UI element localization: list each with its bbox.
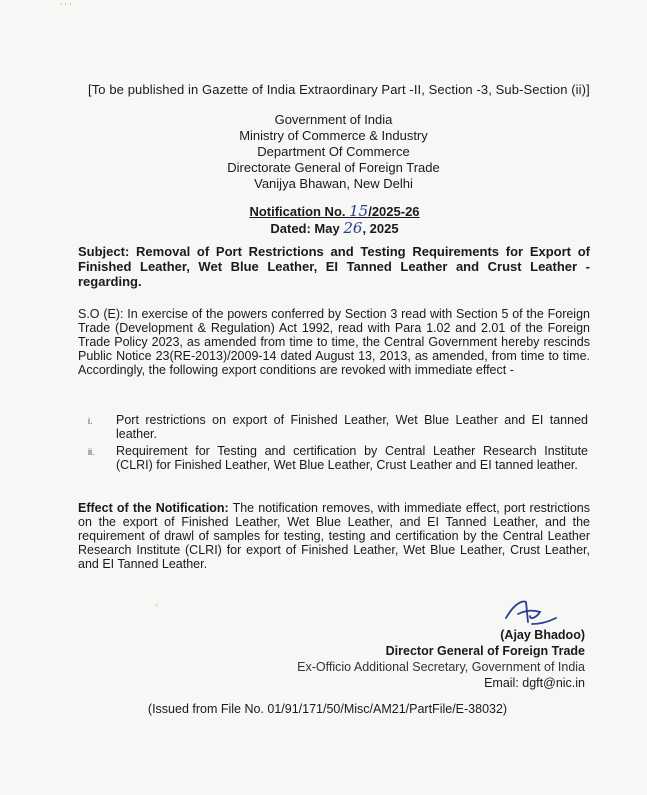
list-item — [88, 413, 588, 441]
header-line: Directorate General of Foreign Trade — [227, 160, 440, 175]
header-line: Government of India — [274, 112, 393, 127]
revoked-conditions-list — [88, 413, 588, 475]
notification-date — [22, 220, 647, 237]
signatory-ex-officio: Ex-Officio Additional Secretary, Government of India — [297, 660, 585, 674]
list-item — [88, 444, 588, 472]
list-item-number: i. — [88, 416, 93, 426]
list-item-text: Port restrictions on export of Finished Leather, Wet Blue Leather and EI tanned leather. — [116, 413, 588, 441]
notification-number — [22, 203, 647, 220]
header-line: Vanijya Bhawan, New Delhi — [254, 176, 413, 191]
date-prefix: Dated: May — [270, 221, 340, 236]
list-item-text: Requirement for Testing and certification by Central Leather Research Institute (CLRI) for Finished Leather, Wet Blue Leather, Crust Leather and EI tanned leather. — [116, 444, 588, 472]
handwritten-number: 15 — [349, 202, 369, 220]
signatory-name: (Ajay Bhadoo) — [500, 628, 585, 642]
effect-paragraph — [78, 501, 590, 571]
signatory-block — [297, 627, 585, 691]
list-item-number: ii. — [88, 447, 95, 457]
header-line: Department Of Commerce — [257, 144, 410, 159]
notification-prefix: Notification No. — [249, 204, 346, 219]
subject-paragraph: Subject: Removal of Port Restrictions and Testing Requirements for Export of Finished Leather, Wet Blue Leather, EI Tanned Leather and Crust Leather - regarding. — [78, 244, 590, 289]
date-year: , 2025 — [362, 221, 399, 236]
scan-mark: - — [155, 600, 159, 611]
file-reference: (Issued from File No. 01/91/171/50/Misc/AM21/PartFile/E-38032) — [147, 702, 508, 716]
header-line: Ministry of Commerce & Industry — [239, 128, 428, 143]
gazette-line: [To be published in Gazette of India Extraordinary Part -II, Section -3, Sub-Section (ii)] — [88, 82, 590, 97]
signatory-email: Email: dgft@nic.in — [484, 676, 585, 690]
issuing-authority-header — [0, 112, 647, 192]
notification-block — [0, 203, 647, 237]
notification-suffix: /2025-26 — [368, 204, 420, 219]
body-paragraph: S.O (E): In exercise of the powers conferred by Section 3 read with Section 5 of the Foreign Trade (Development & Regulation) Act 1992, read with Para 1.02 and 2.01 of the Foreign Trade Policy 2023, as amended from time to time, the Central Government hereby rescinds Public Notice 23(RE-2013)/2009-14 dated August 13, 2013, as amended, from time to time. Accordingly, the following export conditions are revoked with immediate effect - — [78, 307, 590, 377]
effect-text: The notification removes, with immediate effect, port restrictions on the export of Finished Leather, Wet Blue Leather, and EI Tanned Leather, and the requirement of drawl of samples for testing, testing and certification by the Central Leather Research Institute (CLRI) for export of Finished Leather, Wet Blue Leather, Crust Leather, and EI Tanned Leather. — [78, 501, 590, 571]
effect-label: Effect of the Notification: — [78, 501, 229, 515]
handwritten-day: 26 — [343, 219, 363, 237]
signatory-title: Director General of Foreign Trade — [385, 644, 585, 658]
scan-mark: ' ' ' — [60, 2, 72, 13]
